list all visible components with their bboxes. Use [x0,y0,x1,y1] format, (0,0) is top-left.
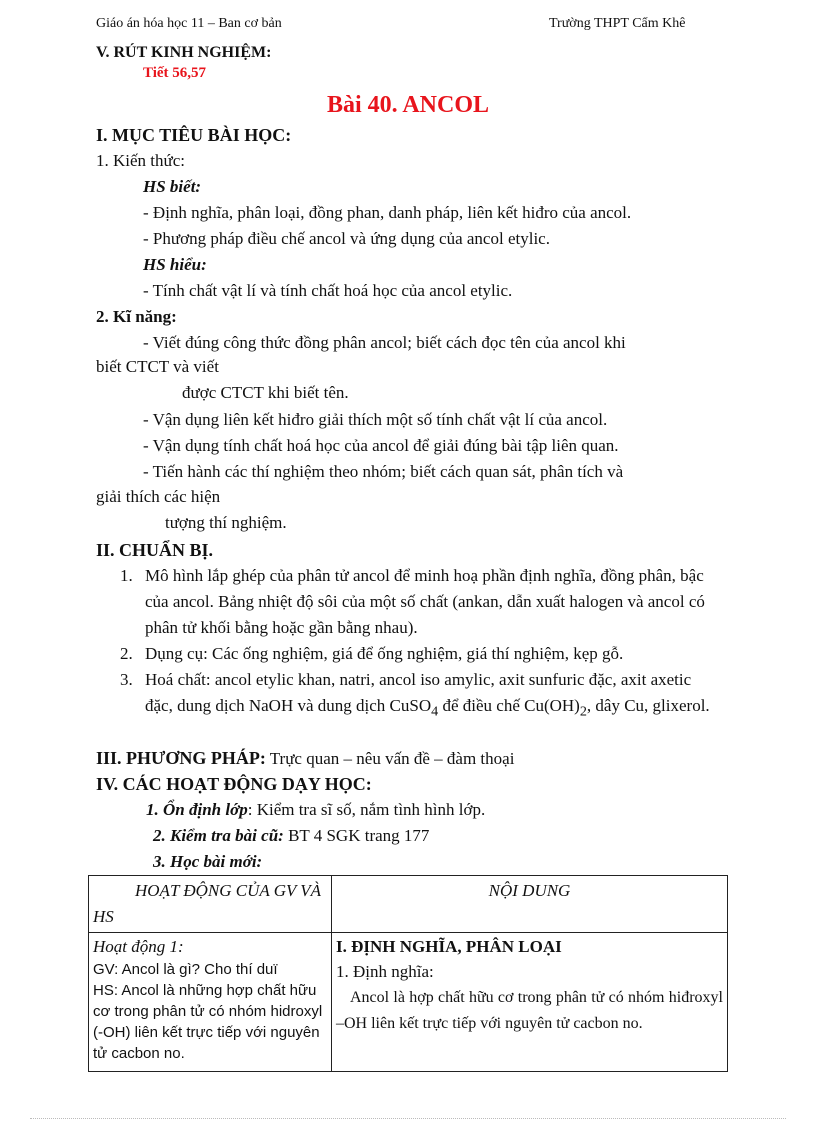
on-dinh-label: 1. Ổn định lớp [146,800,248,819]
ki-nang-4b: giải thích các hiện [96,487,221,506]
header-right: Trường THPT Cẩm Khê [549,16,686,31]
definition-heading: I. ĐỊNH NGHĨA, PHÂN LOẠI [336,937,562,956]
definition-text: Ancol là hợp chất hữu cơ trong phân tử có nhóm hiđroxyl –OH liên kết trực tiếp với nguyên tử cacbon no. [336,989,723,1032]
ki-nang-heading: 2. Kĩ năng: [96,307,177,326]
activity-1-label: Hoạt động 1: [93,937,184,956]
header-left: Giáo án hóa học 11 – Ban cơ bản [96,16,282,31]
chuan-bi-item-3-c: , dây Cu, glixerol. [586,696,710,715]
ki-nang-4c: tượng thí nghiệm. [165,513,287,532]
activity-cell [89,933,332,1072]
col2-header: NỘI DUNG [488,881,571,900]
hs-biet-label: HS biết: [143,177,202,196]
ktbc-text: BT 4 SGK trang 177 [283,826,430,845]
hs-hieu-label: HS hiểu: [143,255,207,274]
ki-nang-3: - Vận dụng tính chất hoá học của ancol để giải đúng bài tập liên quan. [143,436,619,455]
gv-question: GV: Ancol là gì? Cho thí duï [93,961,278,978]
kien-thuc-heading: 1. Kiến thức: [96,151,186,170]
kiem-tra-bai-cu [153,826,429,846]
section-i-heading: I. MỤC TIÊU BÀI HỌC: [96,125,292,145]
section-iv-heading: IV. CÁC HOẠT ĐỘNG DẠY HỌC: [96,774,372,794]
ki-nang-1c: được CTCT khi biết tên. [182,383,349,402]
col1-header: HOẠT ĐỘNG CỦA GV VÀ HS [93,881,322,926]
hieu-item: - Tính chất vật lí và tính chất hoá học của ancol etylic. [143,281,513,300]
page-bottom-divider [30,1118,786,1119]
chuan-bi-item-1: Mô hình lắp ghép của phân tử ancol để minh hoạ phần định nghĩa, đồng phân, bậc của ancol. Bảng nhiệt độ sôi của một số chất (ankan, dẫn xuất halogen và ancol có phân tử khối bằng hoặc gần bằng nhau). [145,566,705,637]
content-cell [332,933,728,1072]
section-iii [96,748,514,769]
chuan-bi-item-3 [145,667,720,724]
chuan-bi-item-2: Dụng cụ: Các ống nghiệm, giá để ống nghiệm, giá thí nghiệm, kẹp gỗ. [145,644,624,663]
section-ii-heading: II. CHUẨN BỊ. [96,540,214,560]
sub-2: 2 [579,703,587,720]
hs-answer: HS: Ancol là những hợp chất hữu cơ trong phân tử có nhóm hidroxyl (-OH) liên kết trực tiếp với nguyên tử cacbon no. [93,982,323,1062]
hoc-bai-moi: 3. Học bài mới: [153,852,263,871]
lesson-table [88,875,728,1072]
chuan-bi-num-3: 3. [120,670,133,689]
section-iii-label: III. PHƯƠNG PHÁP: [96,748,266,768]
section-iii-text: Trực quan – nêu vấn đề – đàm thoại [265,749,515,768]
definition-subheading: 1. Định nghĩa: [336,962,434,981]
chuan-bi-num-1: 1. [120,566,133,585]
sub-4: 4 [431,703,439,720]
chuan-bi-item-3-a: Hoá chất: ancol etylic khan, natri, ancol iso amylic, axit sunfuric đặc, axit axetic đặc, dung dịch NaOH và dung dịch CuSO [145,670,692,715]
on-dinh-text: : Kiểm tra sĩ số, nắm tình hình lớp. [247,800,486,819]
ki-nang-4a: - Tiến hành các thí nghiệm theo nhóm; biết cách quan sát, phân tích và [143,462,624,481]
biet-item-2: - Phương pháp điều chế ancol và ứng dụng của ancol etylic. [143,229,550,248]
ki-nang-1a: - Viết đúng công thức đồng phân ancol; biết cách đọc tên của ancol khi [143,333,626,352]
tiet-label: Tiết 56,57 [143,65,207,81]
ki-nang-2: - Vận dụng liên kết hiđro giải thích một số tính chất vật lí của ancol. [143,410,608,429]
section-v: V. RÚT KINH NGHIỆM: [96,44,272,61]
table-header-row [89,876,728,933]
table-row [89,933,728,1072]
chuan-bi-num-2: 2. [120,644,133,663]
chuan-bi-item-3-b: để điều chế Cu(OH) [438,696,580,715]
page-title: Bài 40. ANCOL [326,92,490,118]
ktbc-label: 2. Kiểm tra bài cũ: [153,826,284,845]
on-dinh-lop [146,800,485,820]
col2-header-cell [332,876,728,933]
biet-item-1: - Định nghĩa, phân loại, đồng phan, danh pháp, liên kết hiđro của ancol. [143,203,632,222]
ki-nang-1b: biết CTCT và viết [96,357,219,376]
col1-header-cell [89,876,332,933]
